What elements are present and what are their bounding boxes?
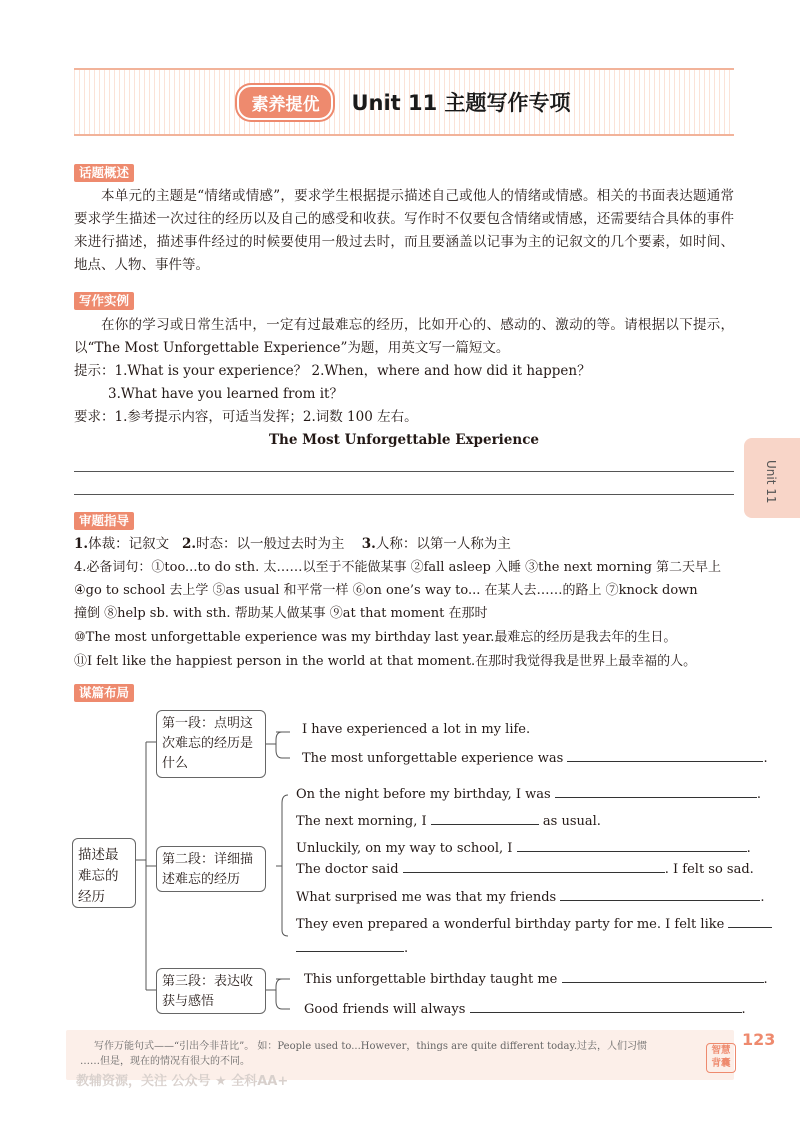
p2-sentence-3-text: Unluckily, on my way to school, I [296, 841, 513, 856]
p3-sentence-1 [304, 971, 768, 987]
blank-line [562, 971, 764, 983]
watermark: 教辅资源，关注 公众号 ★ 全科AA+ [76, 1074, 289, 1089]
example-intro: 在你的学习或日常生活中，一定有过最难忘的经历，比如开心的、感动的、激动的等。请根据以下提示，以“The Most Unforgettable Experience”为题，用英文写一篇短文。 [74, 317, 734, 356]
footer-tip-1: 写作万能句式——“引出今非昔比”。 如：People used to...However，things are quite different today.过去，人们习惯 [94, 1041, 648, 1052]
period: . [741, 1002, 746, 1017]
p2-sentence-6 [296, 916, 772, 932]
p2-sentence-2-end: as usual. [542, 814, 601, 829]
side-tab-label: Unit 11 [764, 460, 778, 504]
p2-sentence-2-text: The next morning, I [296, 814, 427, 829]
guide-line-3: ④go to school 去上学 ⑤as usual 和平常一样 ⑥on one’s way to... 在某人去……的路上 ⑦knock down [74, 583, 698, 598]
guide-line-6: ⑪I felt like the happiest person in the world at that moment.在那时我觉得我是世界上最幸福的人。 [74, 654, 697, 669]
p1-sentence-2 [302, 750, 768, 766]
paragraph-1-box: 第一段：点明这次难忘的经历是什么 [156, 710, 266, 778]
period: . [746, 841, 751, 856]
period: . [756, 787, 762, 802]
p2-sentence-4-text: The doctor said [296, 862, 399, 877]
section-label-overview: 话题概述 [74, 164, 134, 182]
smart-bag-stamp: 智慧背囊 [706, 1043, 736, 1073]
blank-line [431, 813, 539, 825]
p2-sentence-3 [296, 840, 751, 856]
p1-sentence-1: I have experienced a lot in my life. [302, 722, 531, 737]
paragraph-3-box: 第三段：表达收获与感悟 [156, 968, 266, 1014]
period: . [763, 972, 768, 987]
blank-line [517, 840, 747, 852]
section-label-example: 写作实例 [74, 292, 134, 310]
blank-line [555, 786, 757, 798]
section-label-guide: 审题指导 [74, 512, 134, 530]
blank-line [728, 916, 772, 928]
p3-sentence-2 [304, 1001, 746, 1017]
guide-genre: 体裁：记叙文 [88, 536, 170, 552]
blank-line [296, 940, 404, 952]
p2-sentence-2 [296, 813, 601, 829]
period: . [763, 751, 768, 766]
guide-tense: 时态：以一般过去时为主 [196, 536, 345, 552]
example-hint-2: 3.What have you learned from it？ [108, 386, 343, 402]
guide-num-3: 3. [361, 536, 376, 552]
period: . [404, 941, 409, 956]
essay-title: The Most Unforgettable Experience [268, 432, 540, 448]
guide-num-1: 1. [74, 536, 89, 552]
blank-line [403, 861, 665, 873]
p2-sentence-4 [296, 861, 754, 877]
example-requirement: 要求：1.参考提示内容，可适当发挥；2.词数 100 左右。 [74, 409, 418, 425]
p3-sentence-2-text: Good friends will always [304, 1002, 466, 1017]
p2-sentence-5 [296, 889, 764, 905]
p3-sentence-1-text: This unforgettable birthday taught me [304, 972, 558, 987]
blank-line [470, 1001, 742, 1013]
guide-line-4: 撞倒 ⑧help sb. with sth. 帮助某人做某事 ⑨at that moment 在那时 [74, 606, 488, 621]
guide-line-2: 4.必备词句：①too...to do sth. 太……以至于不能做某事 ②fall asleep 入睡 ③the next morning 第二天早上 [74, 560, 722, 575]
p2-sentence-6-text: They even prepared a wonderful birthday party for me. I felt like [296, 917, 725, 932]
period: . [760, 890, 765, 905]
mindmap-root: 描述最难忘的经历 [72, 838, 136, 908]
header-badge: 素养提优 [237, 85, 333, 120]
footer-tip-2: ……但是，现在的情况有很大的不同。 [80, 1056, 250, 1067]
blank-line [567, 750, 763, 762]
p2-sentence-5-text: What surprised me was that my friends [296, 890, 557, 905]
guide-line-5: ⑩The most unforgettable experience was my birthday last year.最难忘的经历是我去年的生日。 [74, 630, 677, 645]
page-number: 123 [742, 1030, 776, 1049]
example-hint-1: 提示：1.What is your experience？ 2.When，where and how did it happen？ [74, 363, 591, 379]
p2-sentence-4-end: . I felt so sad. [664, 862, 754, 877]
p2-sentence-6-cont [296, 940, 408, 956]
blank-line [560, 889, 760, 901]
paragraph-2-box: 第二段：详细描述难忘的经历 [156, 846, 266, 892]
page-title: Unit 11 主题写作专项 [351, 91, 571, 115]
p1-sentence-2-text: The most unforgettable experience was [302, 751, 564, 766]
p2-sentence-1 [296, 786, 761, 802]
p2-sentence-1-text: On the night before my birthday, I was [296, 787, 551, 802]
guide-person: 人称：以第一人称为主 [375, 536, 511, 552]
section-label-layout: 谋篇布局 [74, 684, 134, 702]
guide-num-2: 2. [181, 536, 197, 552]
overview-text: 本单元的主题是“情绪或情感”，要求学生根据提示描述自己或他人的情绪或情感。相关的书面表达题通常要求学生描述一次过往的经历以及自己的感受和收获。写作时不仅要包含情绪或情感，还需要结合具体的事件来进行描述，描述事件经过的时候要使用一般过去时，而且要涵盖以记事为主的记叙文的几个要素，如时间、地点、人物、事件等。 [74, 188, 734, 273]
